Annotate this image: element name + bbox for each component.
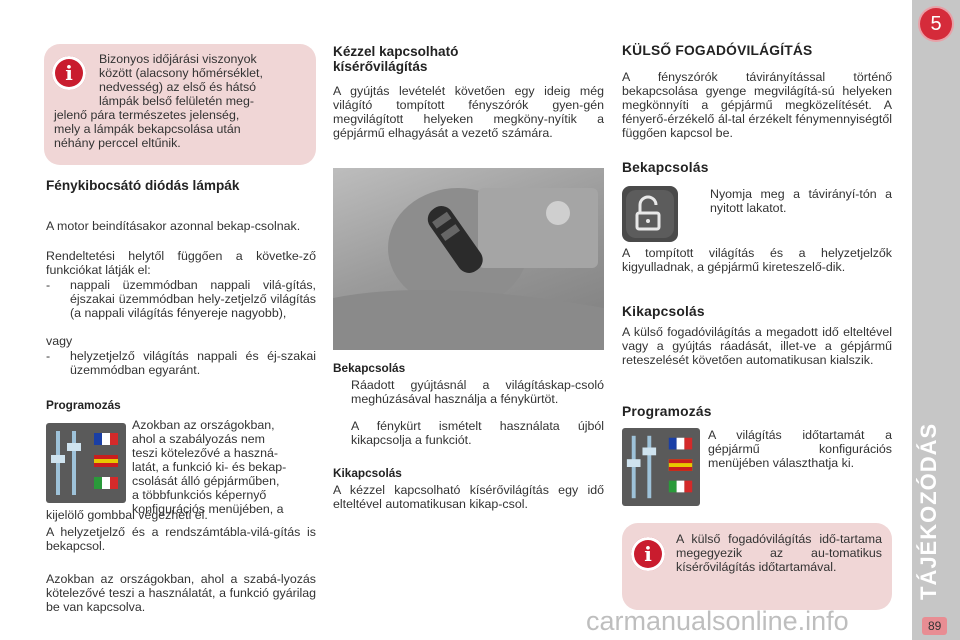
exterior-prog-heading: Programozás [622,404,712,419]
slider-flags-icon [622,428,700,506]
drl-p2: Rendeltetési helytől függően a követke-ző funkciókat látják el: [46,249,316,277]
prog-line: Azokban az országokban, [132,418,275,432]
slider-flags-icon [46,423,126,503]
drl-vagy: vagy [46,334,73,348]
manual-off-heading: Kikapcsolás [333,466,402,480]
exterior-on-item-text: Nyomja meg a távirányí-tón a nyitott lakatot. [710,187,892,215]
manual-on-item1 [333,378,604,406]
info-box-2-text: A külső fogadóvilágítás idő-tartama megegyezik az au-tomatikus kísérővilágítás időtartamával. [676,532,882,574]
drl-p3: A helyzetjelző és a rendszámtábla-vilá-gítás is bekapcsol. [46,525,316,553]
info-box-text [54,52,309,150]
prog-line: csolását álló gépjárműben, [132,474,280,488]
info-line: nedvesség) az első és hátsó [99,80,257,94]
info-line: jelenő pára természetes jelenség, [54,108,240,122]
info-line: mely a lámpák bekapcsolása után [54,122,241,136]
dash-mark: - [46,349,51,363]
light-stalk-illustration [333,168,604,350]
drl-prog-text [132,418,316,516]
drl-prog-heading: Programozás [46,398,121,412]
watermark: carmanualsonline.info [586,606,849,636]
manual-on-item2 [333,419,604,447]
drl-p1: A motor beindításakor azonnal bekap-csolnak. [46,219,301,233]
manual-on-item2-text: A fénykürt ismételt használata újból kikapcsolja a funkciót. [351,419,604,447]
drl-item1-text: nappali üzemmódban nappali vilá-gítás, éjszakai üzemmódban hely-zetjelző világítás (a nappali világítás fényereje nagyobb), [70,278,316,320]
info-line: lámpák belső felületén meg- [99,94,254,108]
manual-on-item1-text: Ráadott gyújtásnál a világításkap-csoló meghúzásával használja a fénykürtöt. [351,378,604,406]
manual-off-p: A kézzel kapcsolható kísérővilágítás egy idő elteltével automatikusan kikap-csol. [333,483,604,511]
manual-heading-line: kísérővilágítás [333,59,428,74]
info-icon: i [52,56,86,90]
exterior-on-heading: Bekapcsolás [622,160,709,175]
drl-heading: Fénykibocsátó diódás lámpák [46,178,240,193]
drl-p4: Azokban az országokban, ahol a szabá-lyozás kötelezővé teszi a használatát, a funkció gyárilag be van kapcsolva. [46,572,316,614]
bullet-icon [333,378,351,406]
settings-menu-icon-2 [622,428,700,506]
exterior-heading: KÜLSŐ FOGADÓVILÁGÍTÁS [622,43,813,58]
remote-unlock-button [622,186,678,242]
drl-item1 [46,278,316,320]
info-icon: i [631,537,665,571]
info-line: között (alacsony hőmérséklet, [99,66,263,80]
settings-menu-icon [46,423,126,503]
prog-line: ahol a szabályozás nem [132,432,265,446]
manual-on-heading: Bekapcsolás [333,361,406,375]
drl-prog-last: kijelölő gombbal végezheti el. [46,508,208,522]
chapter-number: 5 [920,8,952,40]
dash-mark: - [46,278,51,292]
info-box-condensation [44,44,316,165]
info-line: Bizonyos időjárási viszonyok [99,52,257,66]
open-padlock-icon [622,186,678,242]
bullet-icon [692,187,710,215]
exterior-off-heading: Kikapcsolás [622,304,705,319]
info-line: néhány perccel eltűnik. [54,136,181,150]
stalk-photo [333,168,604,350]
drl-item2 [46,349,316,377]
manual-p1: A gyújtás levételét követően egy ideig még világító tompított fényszórók gyen-gén megvilágított helyeken megköny-nyítik a gépjármű elhagyását a vezető számára. [333,84,604,140]
prog-line: latát, a funkció ki- és bekap- [132,460,287,474]
exterior-on-p: A tompított világítás és a helyzetjelzők kigyulladnak, a gépjármű kireteszelő-dik. [622,246,892,274]
page-number: 89 [922,617,947,635]
info-box-duration [622,523,892,610]
exterior-on-item [692,187,892,215]
bullet-icon [333,419,351,447]
manual-heading-line: Kézzel kapcsolható [333,44,459,59]
exterior-p1: A fényszórók távirányítással történő bekapcsolása gyenge megvilágítá-sú helyeken megkönnyíti a gépjármű megközelítését. A fényerő-érzékelő ál-tal érzékelt fénymennyiségtől függően kapcsol be. [622,70,892,140]
chapter-sidebar [912,0,960,640]
prog-line: teszi kötelezővé a haszná- [132,446,279,460]
manual-heading [333,44,458,74]
chapter-title: TÁJÉKOZÓDÁS [916,422,941,600]
prog-line: a többfunkciós képernyő [132,488,267,502]
drl-item2-text: helyzetjelző világítás nappali és éj-szakai üzemmódban egyaránt. [70,349,316,377]
exterior-prog-text: A világítás időtartamát a gépjármű konfigurációs menüjében választhatja ki. [708,428,892,470]
exterior-off-p: A külső fogadóvilágítás a megadott idő elteltével vagy a gyújtás ráadását, illet-ve a gépjármű reteszelését követően automatikusan kialszik. [622,325,892,367]
prog-line: konfigurációs menüjében, a [132,502,284,516]
